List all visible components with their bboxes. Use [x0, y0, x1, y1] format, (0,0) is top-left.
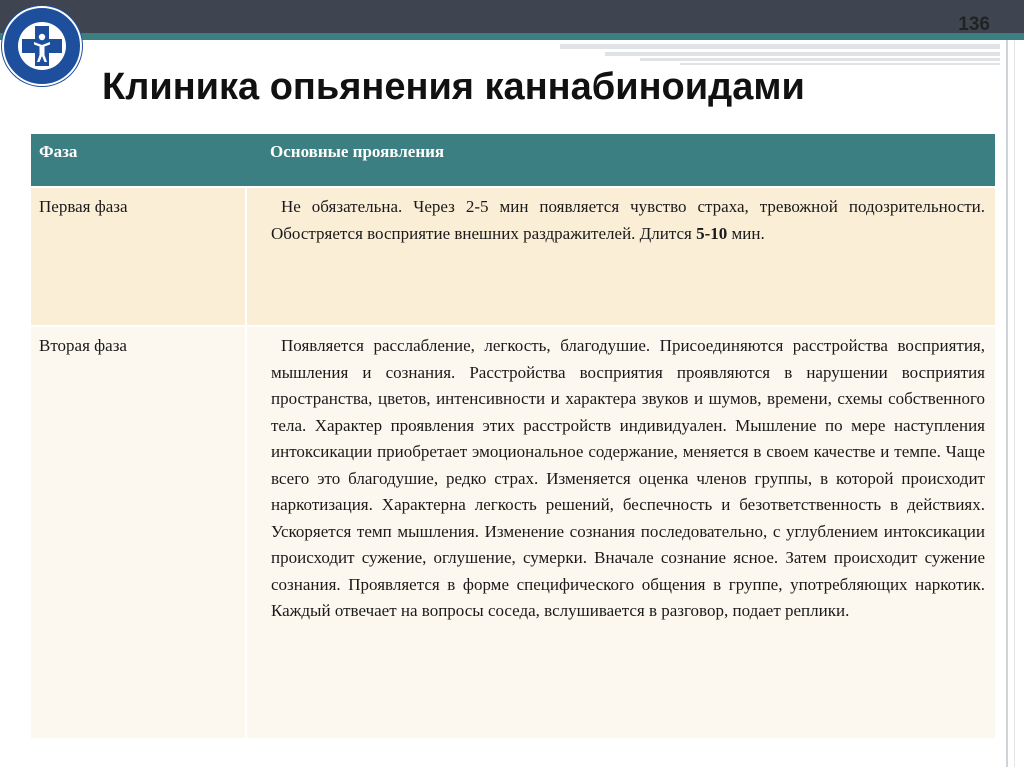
phase-description	[246, 187, 995, 326]
decorative-vertical-line	[1014, 40, 1015, 767]
phase-description	[246, 326, 995, 738]
page-number: 136	[958, 14, 990, 35]
decorative-stripe	[680, 63, 1000, 65]
table-row	[31, 326, 995, 738]
table-row	[31, 187, 995, 326]
table-header-row	[31, 134, 995, 187]
top-accent-stripe	[0, 33, 1024, 40]
slide-title: Клиника опьянения каннабиноидами	[102, 66, 805, 108]
description-bold-value: 5-10	[696, 223, 728, 243]
organization-logo	[2, 6, 82, 86]
decorative-stripe	[640, 58, 1000, 61]
decorative-stripe	[560, 44, 1000, 49]
header-manifestations: Основные проявления	[246, 134, 995, 187]
header-phase: Фаза	[31, 134, 246, 187]
phase-name: Вторая фаза	[31, 326, 246, 738]
phases-table	[31, 134, 995, 738]
description-text: Не обязательна. Через 2-5 мин появляется чувство страха, тревожной подозрительности. Обостряется восприятие внешних раздражителей. Длится	[271, 197, 985, 243]
top-banner	[0, 0, 1024, 33]
description-text: Появляется расслабление, легкость, благодушие. Присоединяются расстройства восприятия, мышления и сознания. Расстройства восприятия проявляются в нарушении восприятия пространства, цветов, интенсивности и характера звуков и шумов, времени, схемы собственного тела. Характер проявления этих расстройств индивидуален. Мышление по мере наступления интоксикации приобретает эмоциональное содержание, меняется в своем качестве и темпе. Чаще всего это благодушие, редко страх. Изменяется оценка членов группы, в которой происходит наркотизация. Характерна легкость решений, беспечность и безответственность в действиях. Ускоряется темп мышления. Изменение сознания последовательно, с углублением интоксикации происходит сужение, оглушение, сумерки. Вначале сознание ясное. Затем происходит сужение сознания. Проявляется в форме специфического общения в группе, употребляющих наркотик. Каждый отвечает на вопросы соседа, вслушивается в разговор, подает реплики.	[271, 336, 985, 620]
description-text-end: мин.	[727, 223, 765, 243]
decorative-vertical-line	[1006, 40, 1008, 767]
medical-cross-person-emblem-icon	[4, 8, 80, 84]
phase-name: Первая фаза	[31, 187, 246, 326]
decorative-stripe	[605, 52, 1000, 56]
